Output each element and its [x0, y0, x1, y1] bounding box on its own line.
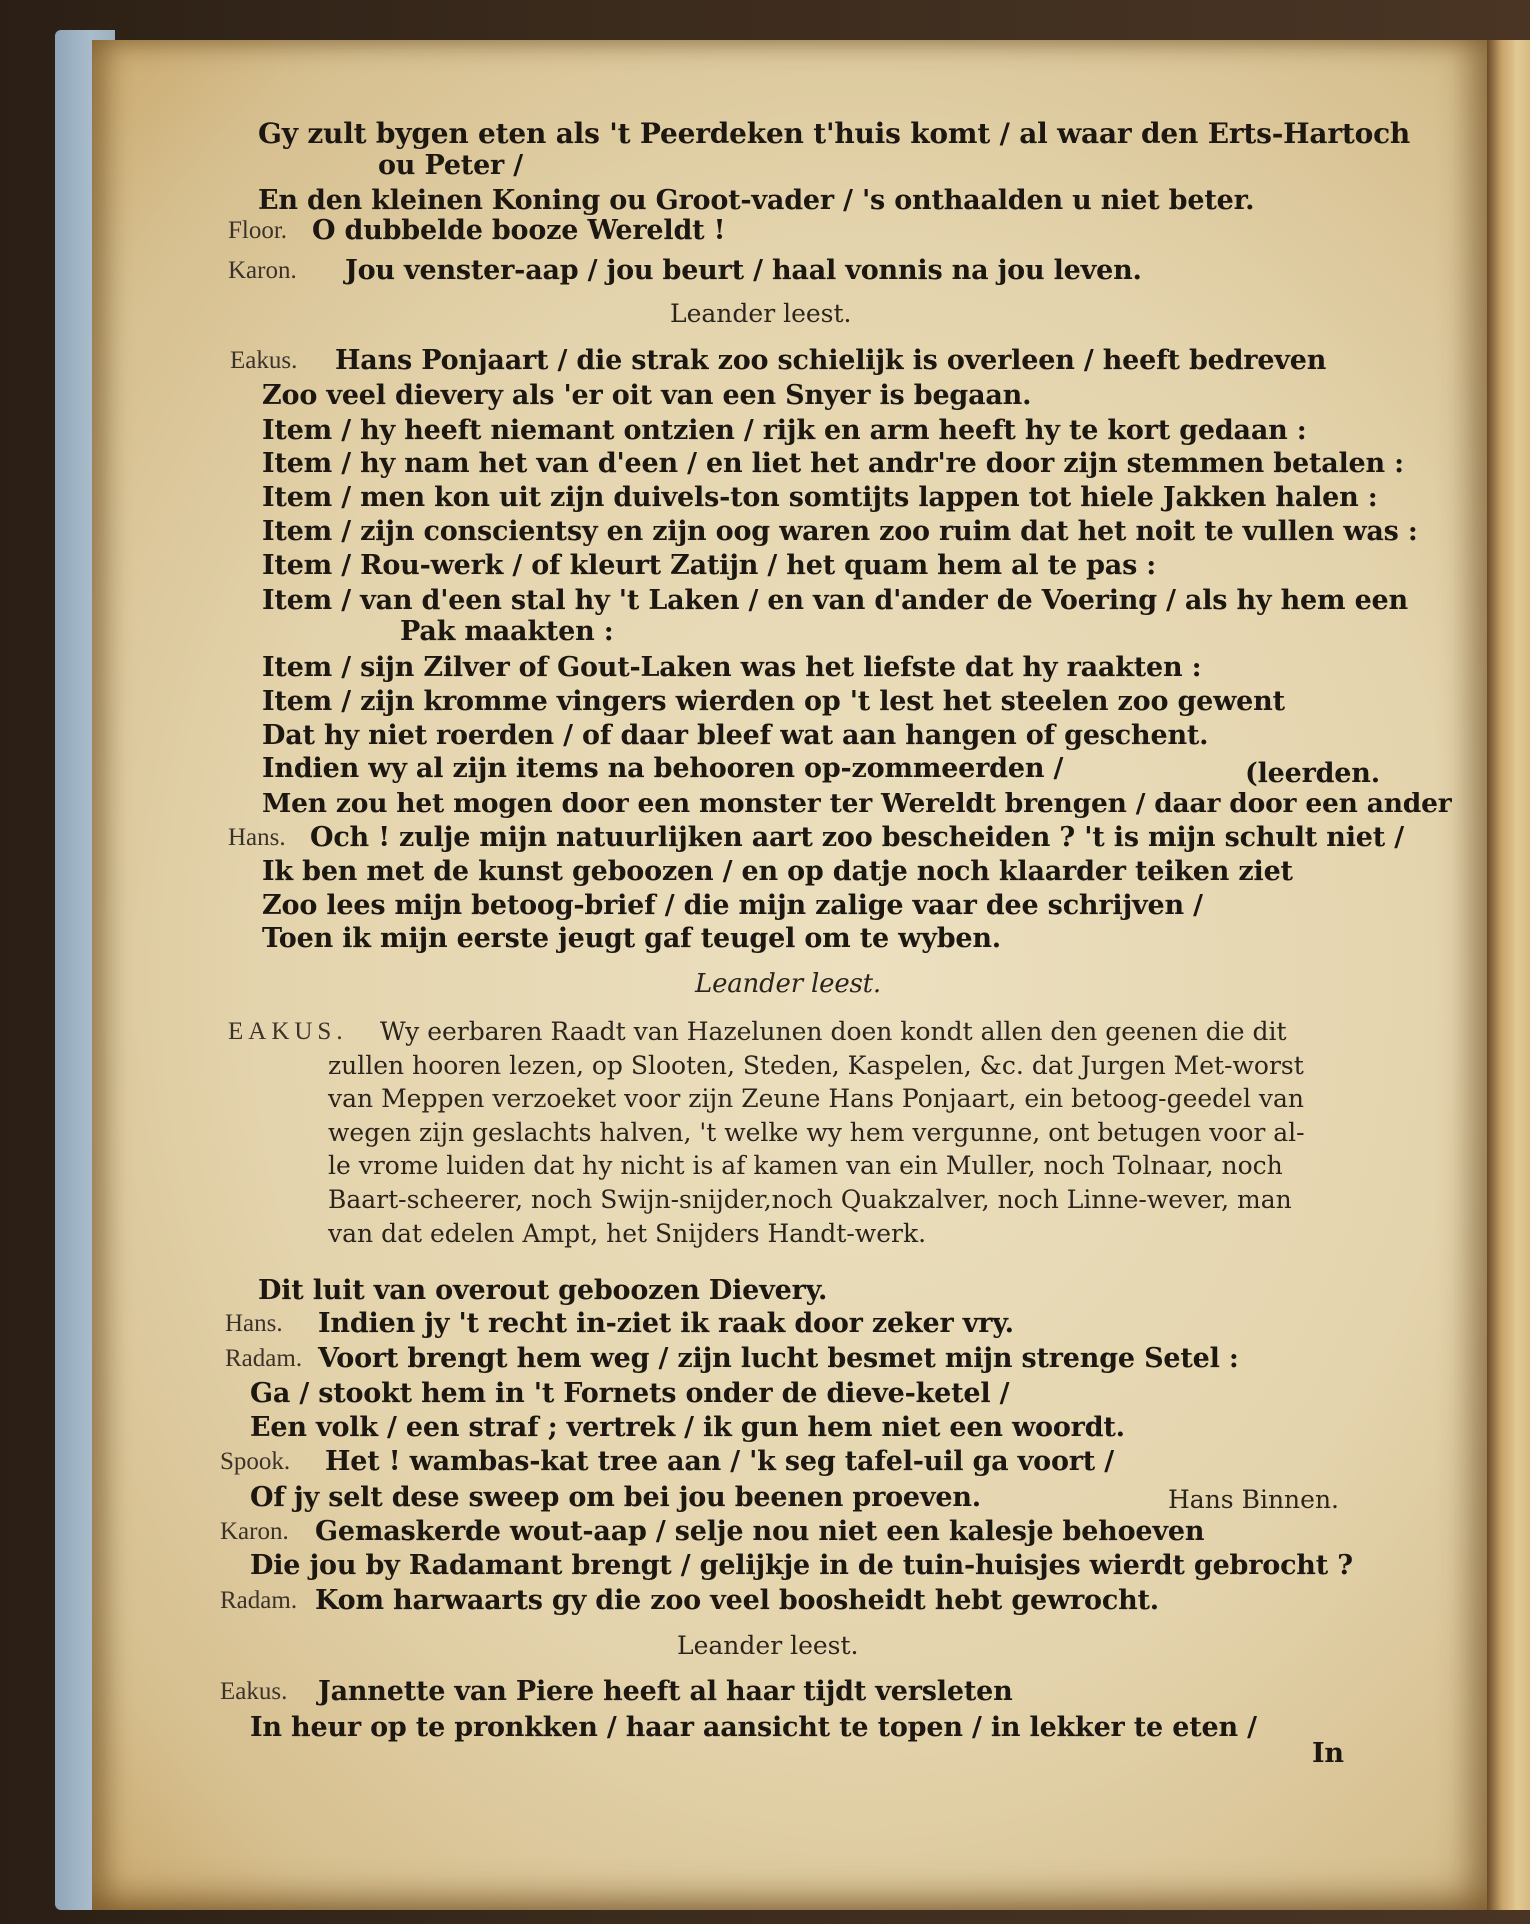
- speaker-label: Hans.: [225, 1310, 283, 1337]
- text-line: Item / sijn Zilver of Gout-Laken was het liefste dat hy raakten :: [262, 652, 1202, 683]
- text-line: Item / Rou-werk / of kleurt Zatijn / het quam hem al te pas :: [262, 550, 1157, 581]
- text-line: In heur op te pronkken / haar aansicht te topen / in lekker te eten /: [250, 1712, 1257, 1743]
- text-line: Die jou by Radamant brengt / gelijkje in de tuin-huisjes wierdt gebrocht ?: [250, 1550, 1353, 1581]
- text-line: Ik ben met de kunst geboozen / en op datje noch klaarder teiken ziet: [262, 856, 1293, 887]
- text-line: Wy eerbaren Raadt van Hazelunen doen kondt allen den geenen die dit: [380, 1017, 1287, 1046]
- text-line: Ga / stookt hem in 't Fornets onder de dieve-ketel /: [250, 1378, 1010, 1409]
- text-line: Het ! wambas-kat tree aan / 'k seg tafel-uil ga voort /: [325, 1446, 1114, 1477]
- text-line: Dat hy niet roerden / of daar bleef wat aan hangen of geschent.: [262, 720, 1209, 751]
- speaker-label: Radam.: [220, 1587, 298, 1614]
- text-line: Kom harwaarts gy die zoo veel boosheidt hebt gewrocht.: [315, 1585, 1160, 1616]
- text-line: van Meppen verzoeket voor zijn Zeune Hans Ponjaart, ein betoog-geedel van: [328, 1084, 1305, 1113]
- speaker-label: Karon.: [220, 1518, 289, 1545]
- speaker-label: Hans.: [228, 824, 286, 851]
- text-line: Baart-scheerer, noch Swijn-snijder,noch Quakzalver, noch Linne-wever, man: [328, 1185, 1292, 1214]
- text-line: ou Peter /: [378, 150, 523, 181]
- speaker-label: Eakus.: [230, 347, 298, 374]
- text-line: Jannette van Piere heeft al haar tijdt versleten: [318, 1676, 1013, 1707]
- text-line: Item / van d'een stal hy 't Laken / en van d'ander de Voering / als hy hem een: [262, 585, 1408, 616]
- speaker-label: Karon.: [228, 257, 297, 284]
- speaker-label: Spook.: [220, 1448, 291, 1475]
- text-line: zullen hooren lezen, op Slooten, Steden, Kaspelen, &c. dat Jurgen Met-worst: [328, 1051, 1304, 1080]
- speaker-label: Floor.: [228, 217, 288, 244]
- text-line: Item / men kon uit zijn duivels-ton somtijts lappen tot hiele Jakken halen :: [262, 482, 1378, 513]
- text-line: Zoo lees mijn betoog-brief / die mijn zalige vaar dee schrijven /: [262, 890, 1203, 921]
- text-line: Indien wy al zijn items na behooren op-zommeerden /: [262, 753, 1064, 784]
- speaker-label: Eakus.: [220, 1678, 288, 1705]
- text-line: Voort brengt hem weg / zijn lucht besmet mijn strenge Setel :: [318, 1343, 1239, 1374]
- text-line: Indien jy 't recht in-ziet ik raak door zeker vry.: [318, 1308, 1014, 1339]
- text-line: Toen ik mijn eerste jeugt gaf teugel om te wyben.: [262, 923, 1001, 954]
- text-line: le vrome luiden dat hy nicht is af kamen van ein Muller, noch Tolnaar, noch: [328, 1151, 1283, 1180]
- text-line: Gemaskerde wout-aap / selje nou niet een kalesje behoeven: [315, 1516, 1205, 1547]
- text-line: van dat edelen Ampt, het Snijders Handt-werk.: [328, 1219, 927, 1248]
- text-line: Och ! zulje mijn natuurlijken aart zoo bescheiden ? 't is mijn schult niet /: [310, 822, 1404, 853]
- stage-direction: Leander leest.: [677, 1631, 859, 1660]
- text-line: Jou venster-aap / jou beurt / haal vonnis na jou leven.: [345, 255, 1142, 286]
- text-line: Hans Ponjaart / die strak zoo schielijk is overleen / heeft bedreven: [335, 345, 1327, 376]
- text-line: (leerden.: [1245, 758, 1380, 789]
- stage-direction: Hans Binnen.: [1168, 1485, 1339, 1514]
- text-line: Zoo veel dievery als 'er oit van een Snyer is begaan.: [262, 380, 1032, 411]
- text-line: En den kleinen Koning ou Groot-vader / 's onthaalden u niet beter.: [258, 185, 1255, 216]
- text-line: Een volk / een straf ; vertrek / ik gun hem niet een woordt.: [250, 1412, 1125, 1443]
- stage-direction: Leander leest.: [670, 299, 852, 328]
- text-line: Of jy selt dese sweep om bei jou beenen proeven.: [250, 1482, 981, 1513]
- text-line: O dubbelde booze Wereldt !: [312, 215, 726, 246]
- text-line: Gy zult bygen eten als 't Peerdeken t'huis komt / al waar den Erts-Hartoch: [258, 117, 1411, 150]
- text-line: Item / zijn conscientsy en zijn oog waren zoo ruim dat het noit te vullen was :: [262, 516, 1418, 547]
- stage-direction: Leander leest.: [695, 969, 881, 999]
- page-gutter: [1487, 40, 1530, 1910]
- speaker-label: EAKUS.: [228, 1018, 348, 1045]
- speaker-label: Radam.: [225, 1345, 303, 1372]
- text-line: Item / hy heeft niemant ontzien / rijk en arm heeft hy te kort gedaan :: [262, 415, 1307, 446]
- text-line: wegen zijn geslachts halven, 't welke wy hem vergunne, ont betugen voor al-: [328, 1118, 1305, 1147]
- text-line: Pak maakten :: [400, 616, 614, 647]
- text-line: Item / zijn kromme vingers wierden op 't lest het steelen zoo gewent: [262, 686, 1285, 717]
- text-line: Dit luit van overout geboozen Dievery.: [258, 1275, 828, 1306]
- text-line: Men zou het mogen door een monster ter Wereldt brengen / daar door een ander: [262, 788, 1452, 819]
- text-line: Item / hy nam het van d'een / en liet het andr're door zijn stemmen betalen :: [262, 448, 1404, 479]
- catchword: In: [1312, 1738, 1344, 1769]
